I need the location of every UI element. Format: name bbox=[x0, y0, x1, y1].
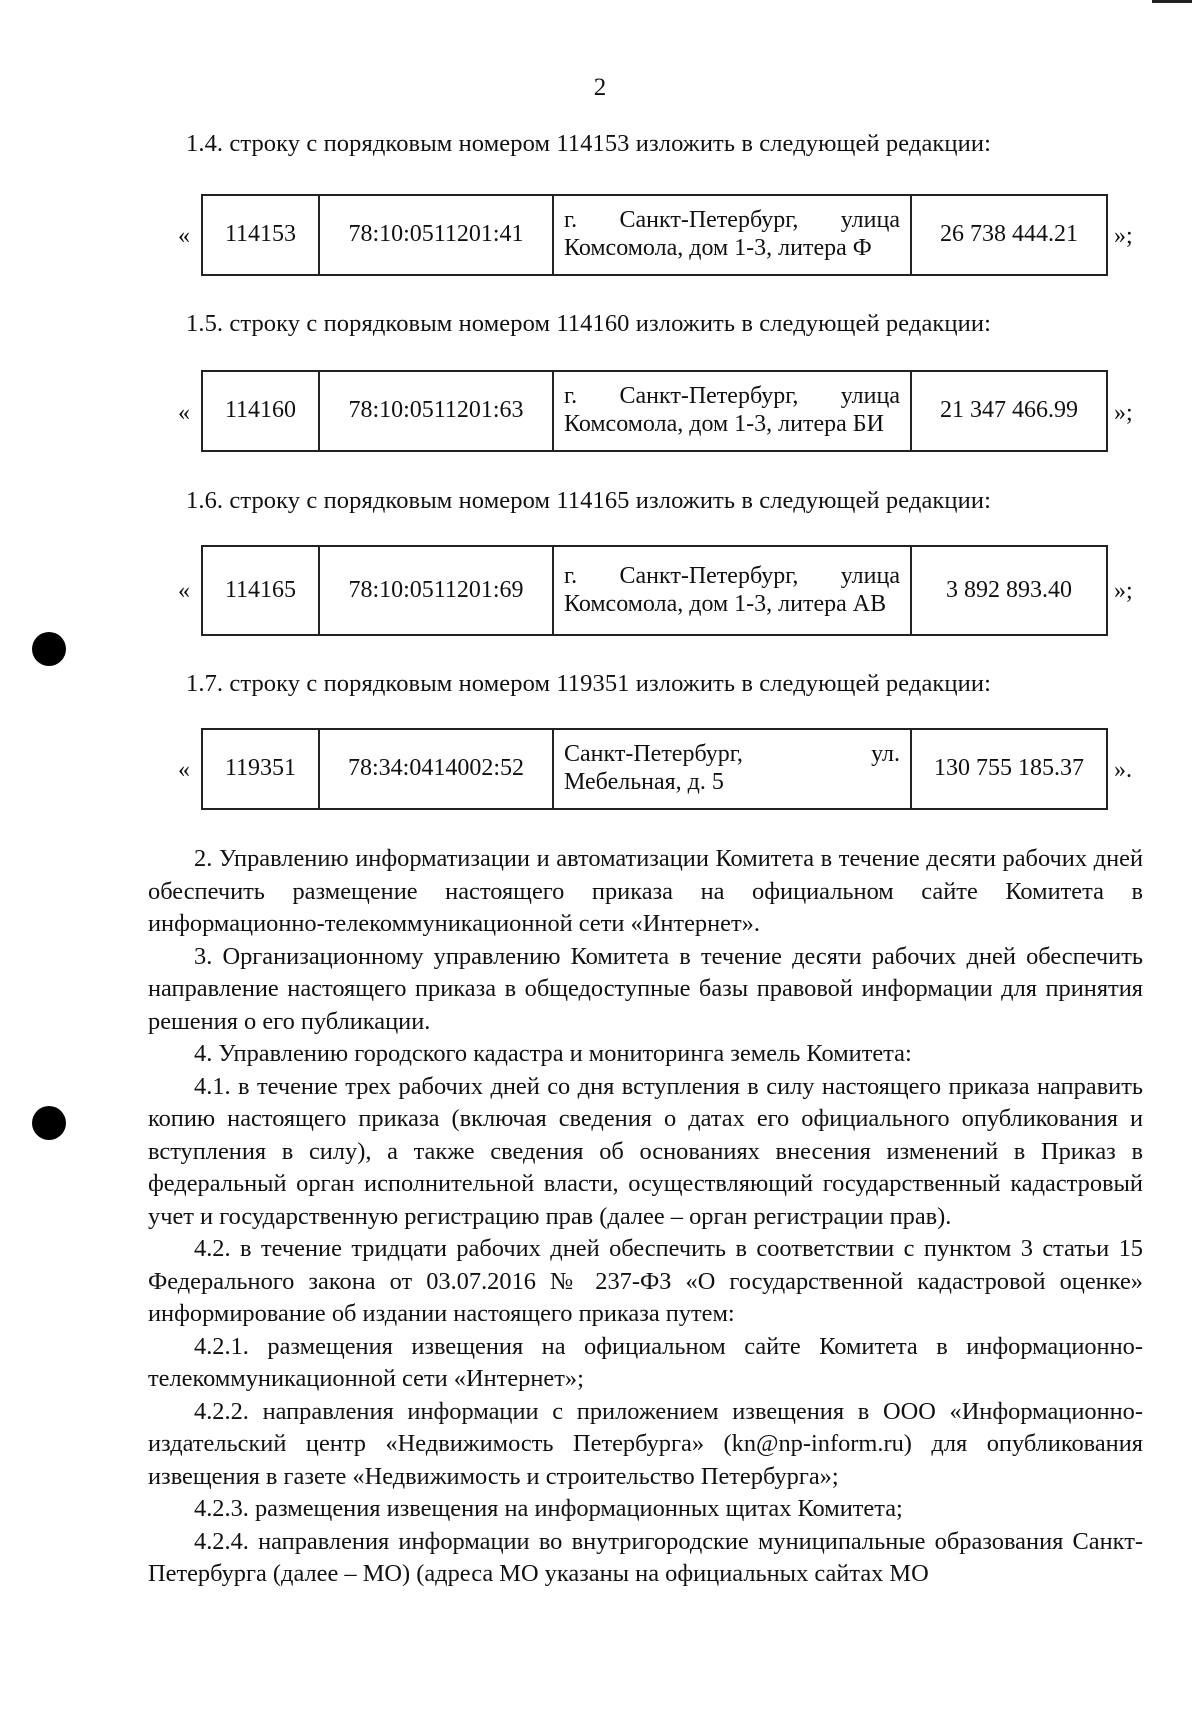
cadastral-value-cell: 3 892 893.40 bbox=[911, 546, 1107, 635]
cadastral-value-cell: 130 755 185.37 bbox=[911, 729, 1107, 809]
cadastral-number-cell: 78:10:0511201:41 bbox=[319, 195, 553, 275]
punch-hole-mark bbox=[32, 1106, 66, 1140]
amendment-intro-1-7: 1.7. строку с порядковым номером 119351 изложить в следующей редакции: bbox=[186, 670, 991, 697]
amendment-table-1-7 bbox=[201, 728, 1108, 810]
quote-open: « bbox=[178, 223, 190, 249]
row-number-cell: 114165 bbox=[202, 546, 319, 635]
scan-edge-mark bbox=[1152, 0, 1192, 3]
page-number: 2 bbox=[593, 74, 607, 101]
table-row bbox=[202, 195, 1107, 275]
cadastral-number-cell: 78:10:0511201:69 bbox=[319, 546, 553, 635]
amendment-intro-1-5: 1.5. строку с порядковым номером 114160 изложить в следующей редакции: bbox=[186, 310, 991, 337]
table-row bbox=[202, 371, 1107, 451]
paragraph-4-1: 4.1. в течение трех рабочих дней со дня вступления в силу настоящего приказа направить копию настоящего приказа (включая сведения о датах его официального опубликования и вступления в силу), а также сведения об основаниях внесения изменений в Приказ в федеральный орган исполнительной власти, осуществляющий государственный кадастровый учет и государственную регистрацию прав (далее – орган регистрации прав). bbox=[148, 1072, 1143, 1230]
quote-close: »; bbox=[1114, 400, 1133, 426]
cadastral-number-cell: 78:34:0414002:52 bbox=[319, 729, 553, 809]
amendment-table-1-6 bbox=[201, 545, 1108, 636]
paragraph-4-2-4: 4.2.4. направления информации во внутригородские муниципальные образования Санкт-Петербурга (далее – МО) (адреса МО указаны на официальных сайтах МО bbox=[148, 1527, 1143, 1587]
table-row bbox=[202, 546, 1107, 635]
amendment-table-1-5 bbox=[201, 370, 1108, 452]
document-body bbox=[148, 843, 1143, 1591]
cadastral-value-cell: 21 347 466.99 bbox=[911, 371, 1107, 451]
cadastral-number-cell: 78:10:0511201:63 bbox=[319, 371, 553, 451]
quote-close: »; bbox=[1114, 223, 1133, 249]
punch-hole-mark bbox=[32, 632, 66, 666]
cadastral-value-cell: 26 738 444.21 bbox=[911, 195, 1107, 275]
row-number-cell: 119351 bbox=[202, 729, 319, 809]
paragraph-4-2-2: 4.2.2. направления информации с приложением извещения в ООО «Информационно-издательский центр «Недвижимость Петербурга» (kn@np-inform.ru) для опубликования извещения в газете «Недвижимость и строительство Петербурга»; bbox=[148, 1397, 1143, 1490]
paragraph-4-2-3: 4.2.3. размещения извещения на информационных щитах Комитета; bbox=[194, 1495, 903, 1522]
amendment-intro-1-6: 1.6. строку с порядковым номером 114165 изложить в следующей редакции: bbox=[186, 487, 991, 514]
table-row bbox=[202, 729, 1107, 809]
address-cell: г. Санкт-Петербург, улица Комсомола, дом 1-3, литера БИ bbox=[553, 371, 911, 451]
paragraph-4-2-1: 4.2.1. размещения извещения на официальном сайте Комитета в информационно-телекоммуникационной сети «Интернет»; bbox=[148, 1332, 1143, 1392]
row-number-cell: 114160 bbox=[202, 371, 319, 451]
quote-close: ». bbox=[1114, 757, 1132, 783]
address-cell: г. Санкт-Петербург, улица Комсомола, дом 1-3, литера Ф bbox=[553, 195, 911, 275]
row-number-cell: 114153 bbox=[202, 195, 319, 275]
amendment-table-1-4 bbox=[201, 194, 1108, 276]
amendment-intro-1-4: 1.4. строку с порядковым номером 114153 изложить в следующей редакции: bbox=[186, 130, 991, 157]
quote-open: « bbox=[178, 757, 190, 783]
quote-close: »; bbox=[1114, 578, 1133, 604]
paragraph-2: 2. Управлению информатизации и автоматизации Комитета в течение десяти рабочих дней обеспечить размещение настоящего приказа на официальном сайте Комитета в информационно-телекоммуникационной сети «Интернет». bbox=[148, 845, 1143, 937]
paragraph-4: 4. Управлению городского кадастра и мониторинга земель Комитета: bbox=[194, 1040, 912, 1067]
address-cell: г. Санкт-Петербург, улица Комсомола, дом 1-3, литера АВ bbox=[553, 546, 911, 635]
paragraph-4-2: 4.2. в течение тридцати рабочих дней обеспечить в соответствии с пунктом 3 статьи 15 Федерального закона от 03.07.2016 № 237-ФЗ «О государственной кадастровой оценке» информирование об издании настоящего приказа путем: bbox=[148, 1235, 1143, 1327]
quote-open: « bbox=[178, 400, 190, 426]
address-cell: Санкт-Петербург, ул. Мебельная, д. 5 bbox=[553, 729, 911, 809]
quote-open: « bbox=[178, 578, 190, 604]
paragraph-3: 3. Организационному управлению Комитета в течение десяти рабочих дней обеспечить направление настоящего приказа в общедоступные базы правовой информации для принятия решения о его публикации. bbox=[148, 942, 1143, 1035]
